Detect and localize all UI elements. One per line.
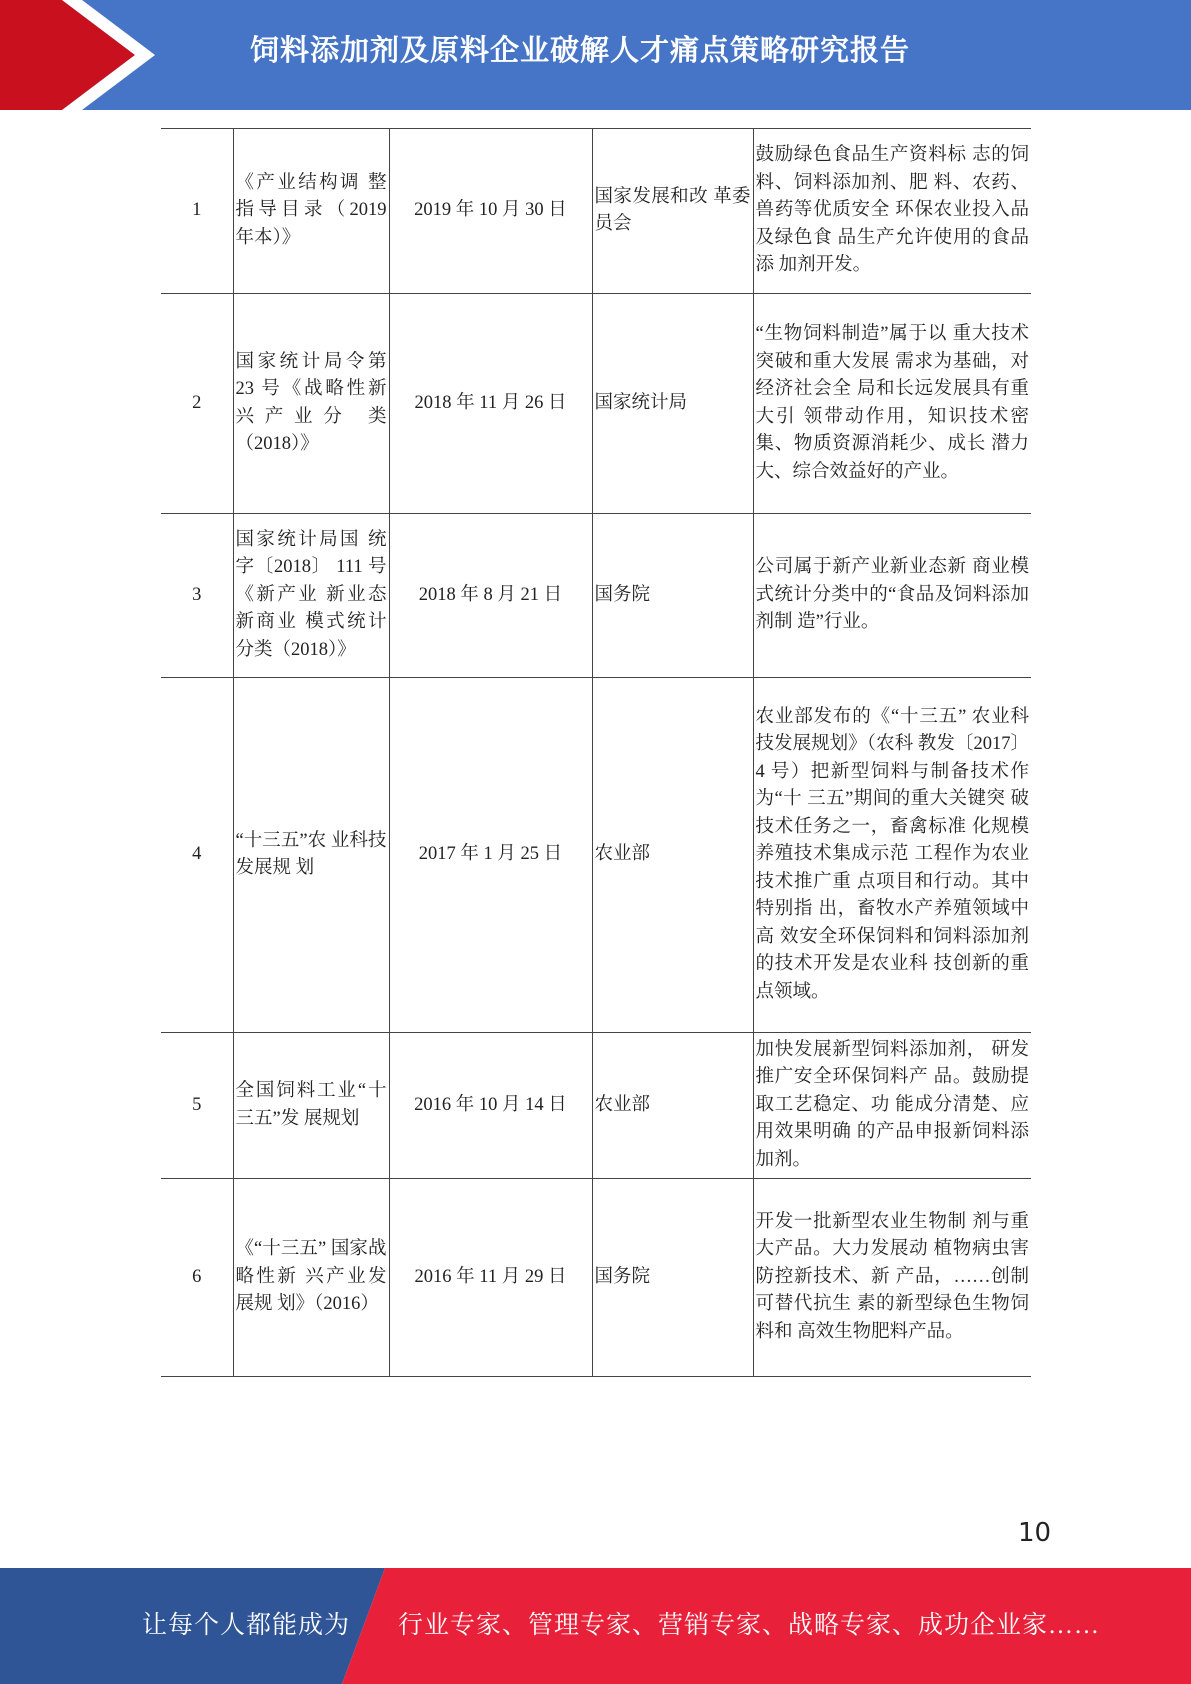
policy-content: 公司属于新产业新业态新 商业模式统计分类中的“食品及饲料添加剂制 造”行业。 [753,514,1031,678]
issue-date: 2016 年 10 月 14 日 [389,1033,592,1179]
page-number: 10 [1018,1518,1052,1548]
issue-date: 2018 年 11 月 26 日 [389,294,592,514]
policy-title: 国家统计局国 统字〔2018〕 111 号《新产业 新业态新商业 模式统计分类（2018）》 [233,514,389,678]
issuing-authority: 农业部 [592,1033,753,1179]
policy-content: “生物饲料制造”属于以 重大技术突破和重大发展 需求为基础，对经济社会全 局和长远发展具有重大引 领带动作用，知识技术密 集、物质资源消耗少、成长 潜力大、综合效益好的产业。 [753,294,1031,514]
table-row [161,678,1031,1033]
issue-date: 2017 年 1 月 25 日 [389,678,592,1033]
row-number: 2 [161,294,233,514]
policy-table [161,128,1031,1377]
row-number: 5 [161,1033,233,1179]
issuing-authority: 国务院 [592,1179,753,1377]
policy-title: 《产业结构调 整指导目录（2019 年本）》 [233,129,389,294]
row-number: 3 [161,514,233,678]
table-row [161,294,1031,514]
table-row [161,1033,1031,1179]
issuing-authority: 国家统计局 [592,294,753,514]
issue-date: 2016 年 11 月 29 日 [389,1179,592,1377]
policy-title: 《“十三五” 国家战略性新 兴产业发展规 划》（2016） [233,1179,389,1377]
row-number: 1 [161,129,233,294]
report-header [0,0,1191,110]
table-row [161,129,1031,294]
policy-content: 农业部发布的《“十三五” 农业科技发展规划》（农科 教发〔2017〕4 号）把新型饲料与制备技术作为“十 三五”期间的重大关键突 破技术任务之一，畜禽标准 化规模养殖技术集成示范 工程作为农业技术推广重 点项目和行动。其中特别指 出，畜牧水产养殖领域中高 效安全环保饲料和饲料添加剂的技术开发是农业科 技创新的重点领域。 [753,678,1031,1033]
issuing-authority: 国家发展和改 革委员会 [592,129,753,294]
issuing-authority: 农业部 [592,678,753,1033]
policy-title: 国家统计局令第 23 号《战略性新兴产业分 类（2018）》 [233,294,389,514]
footer-slogan-left: 让每个人都能成为 [142,1612,351,1639]
policy-title: “十三五”农 业科技发展规 划 [233,678,389,1033]
policy-content: 开发一批新型农业生物制 剂与重大产品。大力发展动 植物病虫害防控新技术、新 产品，……创制可替代抗生 素的新型绿色生物饲料和 高效生物肥料产品。 [753,1179,1031,1377]
issue-date: 2018 年 8 月 21 日 [389,514,592,678]
footer-banner [0,1568,1191,1684]
footer-slogan-right: 行业专家、管理专家、营销专家、战略专家、成功企业家…… [398,1612,1101,1639]
table-row [161,1179,1031,1377]
issuing-authority: 国务院 [592,514,753,678]
header-chevron-icon [0,0,160,110]
row-number: 4 [161,678,233,1033]
policy-content: 加快发展新型饲料添加剂， 研发推广安全环保饲料产 品。鼓励提取工艺稳定、功 能成分清楚、应用效果明确 的产品申报新饲料添加剂。 [753,1033,1031,1179]
policy-content: 鼓励绿色食品生产资料标 志的饲料、饲料添加剂、肥 料、农药、兽药等优质安全 环保农业投入品及绿色食 品生产允许使用的食品添 加剂开发。 [753,129,1031,294]
report-title: 饲料添加剂及原料企业破解人才痛点策略研究报告 [250,33,911,67]
row-number: 6 [161,1179,233,1377]
policy-title: 全国饲料工业“十三五”发 展规划 [233,1033,389,1179]
table-row [161,514,1031,678]
issue-date: 2019 年 10 月 30 日 [389,129,592,294]
